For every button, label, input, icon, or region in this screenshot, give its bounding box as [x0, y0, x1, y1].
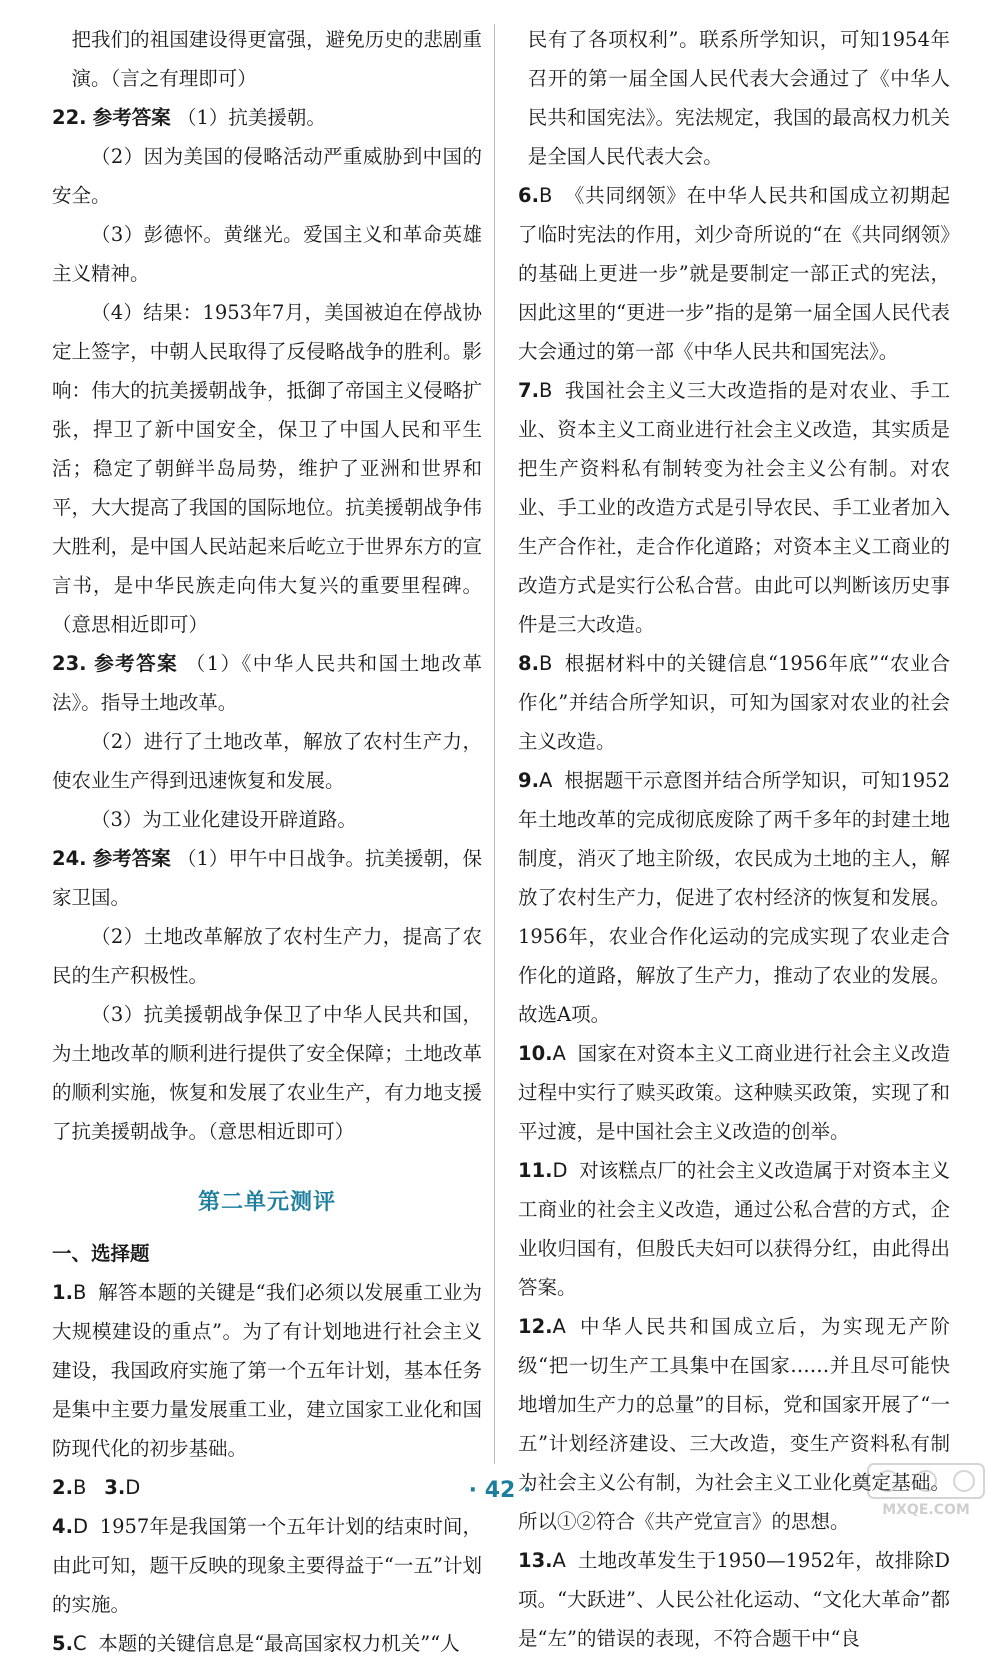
answer-2-choice: B	[72, 1476, 87, 1499]
answer-11-text: 对该糕点厂的社会主义改造属于对资本主义工商业的社会主义改造，通过公私合营的方式，企业收归国有，但殷氏夫妇可以获得分红，由此得出答案。	[518, 1159, 950, 1299]
answer-9-text: 根据题干示意图并结合所学知识，可知1952年土地改革的完成彻底废除了两千多年的封建土地制度，消灭了地主阶级，农民成为土地的主人，解放了农村生产力，促进了农村经济的恢复和发展。1956年，农业合作化运动的完成实现了农业走合作化的道路，解放了生产力，推动了农业的发展。故选A项。	[518, 769, 950, 1026]
q23-p1: （1）《中华人民共和国土地改革法》。指导土地改革。	[52, 652, 482, 714]
q22-p1: （1）抗美援朝。	[176, 106, 326, 129]
answer-1-text: 解答本题的关键是“我们必须以发展重工业为大规模建设的重点”。为了有计划地进行社会主义建设，我国政府实施了第一个五年计划，基本任务是集中主要力量发展重工业，建立国家工业化和国防现代化的初步基础。	[52, 1281, 482, 1460]
q23-p2: （2）进行了土地改革，解放了农村生产力，使农业生产得到迅速恢复和发展。	[52, 730, 482, 792]
answer-9-number: 9.	[518, 769, 539, 792]
answer-12-number: 12.	[518, 1315, 553, 1338]
q23-number: 23.	[52, 652, 87, 675]
q24-p1: （1）甲午中日战争。抗美援朝，保家卫国。	[52, 847, 483, 909]
answer-5-text: 本题的关键信息是“最高国家权力机关”“人	[98, 1632, 460, 1655]
answer-6-number: 6.	[518, 184, 539, 207]
q22-p4: （4）结果：1953年7月，美国被迫在停战协定上签字，中朝人民取得了反侵略战争的胜利。影响：伟大的抗美援朝战争，抵御了帝国主义侵略扩张，捍卫了新中国安全，保卫了中国人民和平生活；稳定了朝鲜半岛局势，维护了亚洲和世界和平，大大提高了我国的国际地位。抗美援朝战争伟大胜利，是中国人民站起来后屹立于世界东方的宣言书，是中华民族走向伟大复兴的重要里程碑。（意思相近即可）	[52, 301, 482, 636]
answer-8-text: 根据材料中的关键信息“1956年底”“农业合作化”并结合所学知识，可知为国家对农业的社会主义改造。	[518, 652, 950, 753]
answer-9	[518, 761, 950, 1034]
q24-header	[52, 839, 482, 917]
answer-4	[52, 1507, 482, 1624]
answer-12-choice: A	[552, 1315, 566, 1338]
answer-1-choice: B	[72, 1281, 87, 1304]
answer-6	[518, 176, 950, 371]
answer-6-text: 《共同纲领》在中华人民共和国成立初期起了临时宪法的作用，刘少奇所说的“在《共同纲领》的基础上更进一步”就是要制定一部正式的宪法，因此这里的“更进一步”指的是第一届全国人民代表大会通过的第一部《中华人民共和国宪法》。	[518, 184, 950, 363]
q23-header	[52, 644, 482, 722]
q24-p2: （2）土地改革解放了农村生产力，提高了农民的生产积极性。	[52, 925, 482, 987]
answer-10-number: 10.	[518, 1042, 553, 1065]
answer-11-choice: D	[552, 1159, 568, 1182]
answer-12-text: 中华人民共和国成立后，为实现无产阶级“把一切生产工具集中在国家……并且尽可能快地增加生产力的总量”的目标，党和国家开展了“一五”计划经济建设、三大改造，变生产资料私有制为社会主义公有制，为社会主义工业化奠定基础。所以①②符合《共产党宣言》的思想。	[518, 1315, 950, 1533]
q23-p3: （3）为工业化建设开辟道路。	[91, 808, 357, 831]
answer-3-choice: D	[125, 1476, 141, 1499]
answer-11	[518, 1151, 950, 1307]
q22-p2: （2）因为美国的侵略活动严重威胁到中国的安全。	[52, 145, 482, 207]
answer-7-text: 我国社会主义三大改造指的是对农业、手工业、资本主义工商业进行社会主义改造，其实质是把生产资料私有制转变为社会主义公有制。对农业、手工业的改造方式是引导农民、手工业者加入生产合作社，走合作化道路；对资本主义工商业的改造方式是实行公私合营。由此可以判断该历史事件是三大改造。	[518, 379, 950, 636]
answer-5-choice: C	[72, 1632, 87, 1655]
answer-13	[518, 1541, 950, 1658]
page-number: · 42 ·	[468, 1478, 532, 1503]
intro-paragraph: 把我们的祖国建设得更富强，避免历史的悲剧重演。（言之有理即可）	[71, 28, 482, 90]
column-divider	[494, 24, 495, 1464]
q24-number: 24.	[52, 847, 87, 870]
answer-7-choice: B	[538, 379, 553, 402]
right-column	[518, 20, 950, 1658]
answer-6-choice: B	[538, 184, 553, 207]
answer-8	[518, 644, 950, 761]
answer-1-number: 1.	[52, 1281, 73, 1304]
watermark-logo-icon	[866, 1462, 986, 1518]
q22-number: 22.	[52, 106, 87, 129]
answer-8-choice: B	[538, 652, 553, 675]
q24-p3: （3）抗美援朝战争保卫了中华人民共和国，为土地改革的顺利进行提供了安全保障；土地改革的顺利实施，恢复和发展了农业生产，有力地支援了抗美援朝战争。（意思相近即可）	[52, 1003, 482, 1143]
answer-5-number: 5.	[52, 1632, 73, 1655]
answer-13-choice: A	[552, 1549, 566, 1572]
answer-8-number: 8.	[518, 652, 539, 675]
answer-10-text: 国家在对资本主义工商业进行社会主义改造过程中实行了赎买政策。这种赎买政策，实现了和平过渡，是中国社会主义改造的创举。	[518, 1042, 950, 1143]
answer-1	[52, 1273, 482, 1468]
answer-5-continued: 民有了各项权利”。联系所学知识，可知1954年召开的第一届全国人民代表大会通过了《中华人民共和国宪法》。宪法规定，我国的最高权力机关是全国人民代表大会。	[527, 28, 950, 168]
q24-label: 参考答案	[92, 847, 171, 870]
answer-11-number: 11.	[518, 1159, 553, 1182]
section-title: 第二单元测评	[197, 1189, 336, 1215]
answer-3-number: 3.	[104, 1476, 126, 1499]
answer-2-number: 2.	[52, 1476, 73, 1499]
answer-10-choice: A	[552, 1042, 566, 1065]
q23-label: 参考答案	[94, 652, 179, 675]
answer-13-number: 13.	[518, 1549, 553, 1572]
answer-10	[518, 1034, 950, 1151]
q22-p3: （3）彭德怀。黄继光。爱国主义和革命英雄主义精神。	[52, 223, 482, 285]
left-column	[52, 20, 482, 1663]
answer-7-number: 7.	[518, 379, 539, 402]
answer-5	[52, 1624, 482, 1663]
answer-4-number: 4.	[52, 1515, 73, 1538]
answer-4-choice: D	[72, 1515, 88, 1538]
sub-title: 一、选择题	[52, 1242, 150, 1265]
answer-13-text: 土地改革发生于1950—1952年，故排除D项。“大跃进”、人民公社化运动、“文化大革命”都是“左”的错误的表现，不符合题干中“良	[518, 1549, 950, 1650]
q22-label: 参考答案	[92, 106, 171, 129]
answer-9-choice: A	[538, 769, 553, 792]
watermark-text: MXQE.COM	[882, 1502, 970, 1518]
answer-4-text: 1957年是我国第一个五年计划的结束时间，由此可知，题干反映的现象主要得益于“一五”计划的实施。	[52, 1515, 482, 1616]
q22-header	[52, 98, 482, 137]
answer-7	[518, 371, 950, 644]
